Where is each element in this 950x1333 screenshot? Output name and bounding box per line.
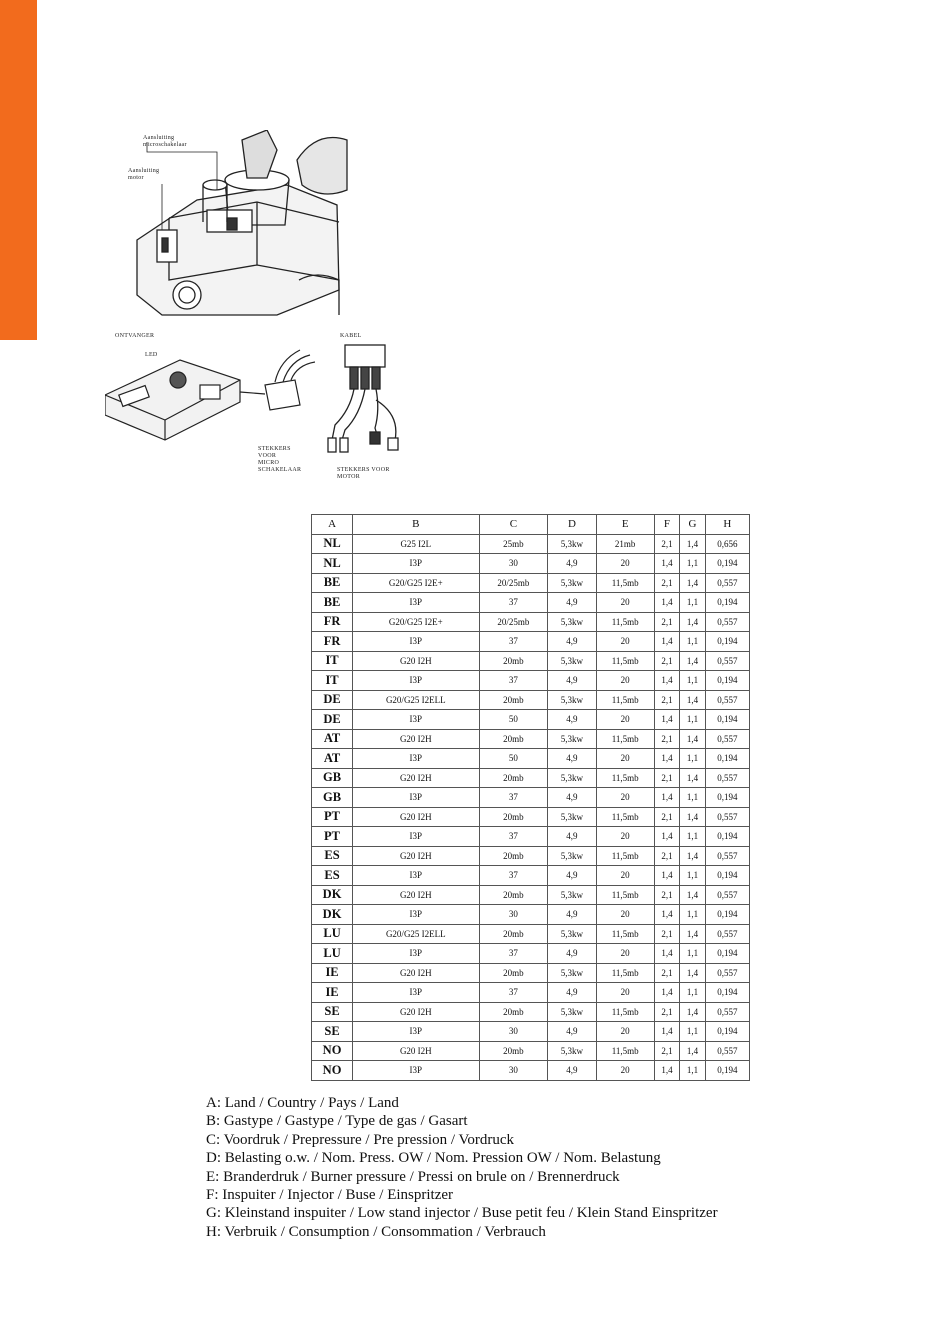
table-cell: 1,4 bbox=[654, 905, 679, 925]
table-cell: 0,194 bbox=[705, 710, 749, 730]
table-cell: 11,5mb bbox=[596, 846, 654, 866]
table-cell: 20mb bbox=[479, 963, 548, 983]
table-cell: 30 bbox=[479, 905, 548, 925]
table-cell: 2,1 bbox=[654, 612, 679, 632]
table-cell: 2,1 bbox=[654, 846, 679, 866]
table-row bbox=[312, 651, 750, 671]
table-cell: 1,4 bbox=[680, 885, 705, 905]
table-cell: 2,1 bbox=[654, 1002, 679, 1022]
table-row bbox=[312, 866, 750, 886]
country-code-cell: DK bbox=[312, 905, 353, 925]
table-cell: 5,3kw bbox=[548, 924, 596, 944]
legend-item-f: F: Inspuiter / Injector / Buse / Einspritzer bbox=[206, 1187, 454, 1204]
country-code-cell: BE bbox=[312, 593, 353, 613]
table-cell: 1,4 bbox=[654, 632, 679, 652]
table-cell: G20 I2H bbox=[353, 1041, 479, 1061]
table-cell: 4,9 bbox=[548, 593, 596, 613]
table-cell: I3P bbox=[353, 749, 479, 769]
table-cell: 1,4 bbox=[680, 1002, 705, 1022]
table-cell: 4,9 bbox=[548, 905, 596, 925]
table-cell: 4,9 bbox=[548, 944, 596, 964]
table-cell: 20 bbox=[596, 749, 654, 769]
table-cell: 5,3kw bbox=[548, 729, 596, 749]
country-code-cell: BE bbox=[312, 573, 353, 593]
table-cell: 20 bbox=[596, 983, 654, 1003]
table-cell: 0,557 bbox=[705, 729, 749, 749]
country-code-cell: NL bbox=[312, 534, 353, 554]
table-cell: 4,9 bbox=[548, 866, 596, 886]
legend-item-g: G: Kleinstand inspuiter / Low stand injector / Buse petit feu / Klein Stand Einspritzer bbox=[206, 1205, 718, 1222]
table-cell: 5,3kw bbox=[548, 807, 596, 827]
table-row bbox=[312, 924, 750, 944]
country-code-cell: AT bbox=[312, 749, 353, 769]
table-cell: 20mb bbox=[479, 924, 548, 944]
table-header-row bbox=[312, 515, 750, 535]
table-cell: 5,3kw bbox=[548, 768, 596, 788]
table-cell: 2,1 bbox=[654, 768, 679, 788]
table-cell: 37 bbox=[479, 944, 548, 964]
table-cell: I3P bbox=[353, 671, 479, 691]
table-cell: 2,1 bbox=[654, 534, 679, 554]
legend-item-b: B: Gastype / Gastype / Type de gas / Gasart bbox=[206, 1113, 468, 1130]
table-cell: G20 I2H bbox=[353, 885, 479, 905]
table-cell: 20mb bbox=[479, 807, 548, 827]
table-cell: 1,4 bbox=[654, 788, 679, 808]
legend-item-d: D: Belasting o.w. / Nom. Press. OW / Nom. Pression OW / Nom. Belastung bbox=[206, 1150, 661, 1167]
label-cable: KABEL bbox=[340, 333, 362, 339]
table-cell: 2,1 bbox=[654, 729, 679, 749]
table-cell: G20 I2H bbox=[353, 963, 479, 983]
country-code-cell: ES bbox=[312, 846, 353, 866]
table-cell: 20 bbox=[596, 905, 654, 925]
table-cell: 11,5mb bbox=[596, 885, 654, 905]
table-cell: 1,4 bbox=[654, 1061, 679, 1081]
column-header: C bbox=[479, 515, 548, 535]
table-cell: 11,5mb bbox=[596, 612, 654, 632]
table-cell: 4,9 bbox=[548, 1061, 596, 1081]
table-cell: 20/25mb bbox=[479, 612, 548, 632]
table-cell: 1,4 bbox=[654, 593, 679, 613]
table-cell: G25 I2L bbox=[353, 534, 479, 554]
table-row bbox=[312, 788, 750, 808]
column-header: H bbox=[705, 515, 749, 535]
table-cell: I3P bbox=[353, 1061, 479, 1081]
table-cell: 2,1 bbox=[654, 807, 679, 827]
table-cell: 4,9 bbox=[548, 749, 596, 769]
column-header: G bbox=[680, 515, 705, 535]
country-code-cell: SE bbox=[312, 1022, 353, 1042]
table-row bbox=[312, 1022, 750, 1042]
legend-item-a: A: Land / Country / Pays / Land bbox=[206, 1095, 399, 1111]
table-cell: G20/G25 I2ELL bbox=[353, 690, 479, 710]
table-cell: G20 I2H bbox=[353, 729, 479, 749]
table-row bbox=[312, 749, 750, 769]
table-row bbox=[312, 593, 750, 613]
table-cell: I3P bbox=[353, 827, 479, 847]
table-cell: 0,557 bbox=[705, 924, 749, 944]
table-cell: 20 bbox=[596, 944, 654, 964]
table-row bbox=[312, 885, 750, 905]
table-cell: 0,194 bbox=[705, 593, 749, 613]
table-row bbox=[312, 807, 750, 827]
table-cell: 1,4 bbox=[680, 612, 705, 632]
table-cell: 11,5mb bbox=[596, 690, 654, 710]
table-cell: I3P bbox=[353, 554, 479, 574]
table-cell: 11,5mb bbox=[596, 573, 654, 593]
table-row bbox=[312, 905, 750, 925]
label-plugs-micro-switch: STEKKERS VOOR MICRO SCHAKELAAR bbox=[258, 446, 302, 473]
table-cell: 1,4 bbox=[654, 944, 679, 964]
table-cell: 20 bbox=[596, 554, 654, 574]
cable-illustration bbox=[320, 330, 410, 485]
table-row bbox=[312, 690, 750, 710]
table-cell: 30 bbox=[479, 1061, 548, 1081]
table-cell: I3P bbox=[353, 632, 479, 652]
table-cell: 11,5mb bbox=[596, 1002, 654, 1022]
table-cell: G20/G25 I2E+ bbox=[353, 612, 479, 632]
label-led: LED bbox=[145, 352, 158, 358]
table-cell: 0,194 bbox=[705, 554, 749, 574]
table-cell: 2,1 bbox=[654, 924, 679, 944]
table-cell: 37 bbox=[479, 983, 548, 1003]
table-cell: 1,4 bbox=[654, 710, 679, 730]
table-cell: 0,194 bbox=[705, 1022, 749, 1042]
table-cell: 1,4 bbox=[654, 671, 679, 691]
country-code-cell: IT bbox=[312, 651, 353, 671]
table-cell: 1,4 bbox=[680, 729, 705, 749]
table-cell: 2,1 bbox=[654, 651, 679, 671]
table-cell: 1,4 bbox=[680, 768, 705, 788]
table-row bbox=[312, 846, 750, 866]
country-code-cell: IE bbox=[312, 963, 353, 983]
country-code-cell: DE bbox=[312, 710, 353, 730]
table-cell: 20 bbox=[596, 632, 654, 652]
legend-item-c: C: Voordruk / Prepressure / Pre pression / Vordruck bbox=[206, 1131, 515, 1148]
table-row bbox=[312, 632, 750, 652]
label-plugs-motor: STEKKERS VOOR MOTOR bbox=[337, 467, 390, 480]
table-cell: 1,4 bbox=[654, 866, 679, 886]
table-cell: G20/G25 I2E+ bbox=[353, 573, 479, 593]
table-cell: 20mb bbox=[479, 729, 548, 749]
table-cell: 1,4 bbox=[680, 963, 705, 983]
table-cell: I3P bbox=[353, 983, 479, 1003]
table-row bbox=[312, 671, 750, 691]
table-cell: 4,9 bbox=[548, 710, 596, 730]
table-cell: 37 bbox=[479, 593, 548, 613]
table-row bbox=[312, 612, 750, 632]
table-cell: 5,3kw bbox=[548, 651, 596, 671]
table-cell: 1,1 bbox=[680, 710, 705, 730]
table-cell: 20 bbox=[596, 1022, 654, 1042]
table-cell: 2,1 bbox=[654, 690, 679, 710]
country-code-cell: LU bbox=[312, 944, 353, 964]
table-cell: 1,4 bbox=[680, 924, 705, 944]
table-cell: 1,4 bbox=[680, 573, 705, 593]
country-code-cell: SE bbox=[312, 1002, 353, 1022]
legend-item-h: H: Verbruik / Consumption / Consommation / Verbrauch bbox=[206, 1223, 546, 1240]
table-cell: 1,4 bbox=[654, 827, 679, 847]
table-cell: I3P bbox=[353, 710, 479, 730]
table-cell: I3P bbox=[353, 593, 479, 613]
table-cell: 11,5mb bbox=[596, 651, 654, 671]
table-cell: 37 bbox=[479, 671, 548, 691]
table-cell: G20 I2H bbox=[353, 1002, 479, 1022]
table-cell: 20mb bbox=[479, 651, 548, 671]
country-code-cell: PT bbox=[312, 807, 353, 827]
gas-valve-illustration bbox=[117, 130, 349, 320]
table-cell: 50 bbox=[479, 749, 548, 769]
table-cell: 4,9 bbox=[548, 671, 596, 691]
column-header: E bbox=[596, 515, 654, 535]
table-cell: 0,557 bbox=[705, 573, 749, 593]
table-cell: G20 I2H bbox=[353, 807, 479, 827]
table-row bbox=[312, 710, 750, 730]
country-code-cell: PT bbox=[312, 827, 353, 847]
table-cell: 0,557 bbox=[705, 1002, 749, 1022]
table-row bbox=[312, 1002, 750, 1022]
table-cell: 2,1 bbox=[654, 573, 679, 593]
table-cell: 20mb bbox=[479, 690, 548, 710]
label-switch-connection: Aansluiting microschakelaar bbox=[143, 135, 187, 148]
legend-item-e: E: Branderdruk / Burner pressure / Pressi on brule on / Brennerdruck bbox=[206, 1168, 620, 1185]
column-header: A bbox=[312, 515, 353, 535]
table-row bbox=[312, 827, 750, 847]
table-cell: 37 bbox=[479, 866, 548, 886]
country-code-cell: ES bbox=[312, 866, 353, 886]
label-receiver: ONTVANGER bbox=[115, 333, 155, 339]
table-cell: 20mb bbox=[479, 1002, 548, 1022]
table-cell: G20 I2H bbox=[353, 651, 479, 671]
country-code-cell: IT bbox=[312, 671, 353, 691]
table-cell: 5,3kw bbox=[548, 573, 596, 593]
table-cell: 4,9 bbox=[548, 1022, 596, 1042]
table-cell: 0,557 bbox=[705, 651, 749, 671]
table-cell: 1,1 bbox=[680, 866, 705, 886]
table-cell: 30 bbox=[479, 1022, 548, 1042]
table-cell: 20 bbox=[596, 788, 654, 808]
table-cell: 0,194 bbox=[705, 788, 749, 808]
table-cell: 0,557 bbox=[705, 690, 749, 710]
table-cell: 1,1 bbox=[680, 632, 705, 652]
table-cell: 5,3kw bbox=[548, 885, 596, 905]
table-cell: 0,656 bbox=[705, 534, 749, 554]
table-cell: 0,557 bbox=[705, 885, 749, 905]
table-cell: 1,1 bbox=[680, 1022, 705, 1042]
table-cell: I3P bbox=[353, 944, 479, 964]
table-cell: 0,194 bbox=[705, 944, 749, 964]
table-row bbox=[312, 944, 750, 964]
table-cell: 0,557 bbox=[705, 807, 749, 827]
table-cell: 4,9 bbox=[548, 788, 596, 808]
table-cell: 0,557 bbox=[705, 1041, 749, 1061]
table-cell: I3P bbox=[353, 866, 479, 886]
country-code-cell: GB bbox=[312, 788, 353, 808]
table-row bbox=[312, 729, 750, 749]
table-cell: 0,194 bbox=[705, 749, 749, 769]
table-cell: 4,9 bbox=[548, 983, 596, 1003]
table-cell: 20/25mb bbox=[479, 573, 548, 593]
table-cell: G20/G25 I2ELL bbox=[353, 924, 479, 944]
label-motor-connection: Aansluiting motor bbox=[128, 168, 160, 181]
table-cell: 20 bbox=[596, 1061, 654, 1081]
table-cell: 0,194 bbox=[705, 983, 749, 1003]
table-row bbox=[312, 983, 750, 1003]
table-cell: 0,194 bbox=[705, 905, 749, 925]
column-header: F bbox=[654, 515, 679, 535]
table-row bbox=[312, 768, 750, 788]
table-cell: 0,194 bbox=[705, 671, 749, 691]
table-cell: 20 bbox=[596, 671, 654, 691]
table-cell: 30 bbox=[479, 554, 548, 574]
table-cell: 5,3kw bbox=[548, 963, 596, 983]
table-cell: 1,4 bbox=[654, 983, 679, 1003]
table-cell: 2,1 bbox=[654, 963, 679, 983]
table-cell: 11,5mb bbox=[596, 768, 654, 788]
table-cell: 20 bbox=[596, 866, 654, 886]
country-code-cell: DK bbox=[312, 885, 353, 905]
table-cell: 1,4 bbox=[680, 651, 705, 671]
table-cell: 11,5mb bbox=[596, 729, 654, 749]
table-cell: 1,4 bbox=[680, 807, 705, 827]
table-cell: 20mb bbox=[479, 846, 548, 866]
table-cell: 50 bbox=[479, 710, 548, 730]
table-cell: G20 I2H bbox=[353, 768, 479, 788]
table-cell: 11,5mb bbox=[596, 1041, 654, 1061]
orange-margin-bar bbox=[0, 0, 37, 340]
table-cell: 1,1 bbox=[680, 788, 705, 808]
table-cell: I3P bbox=[353, 788, 479, 808]
table-cell: 4,9 bbox=[548, 554, 596, 574]
table-cell: 5,3kw bbox=[548, 1002, 596, 1022]
country-code-cell: NL bbox=[312, 554, 353, 574]
table-cell: 1,4 bbox=[654, 1022, 679, 1042]
table-cell: 0,557 bbox=[705, 963, 749, 983]
table-cell: 4,9 bbox=[548, 632, 596, 652]
table-cell: 0,194 bbox=[705, 632, 749, 652]
country-code-cell: FR bbox=[312, 612, 353, 632]
table-cell: I3P bbox=[353, 905, 479, 925]
table-cell: 1,4 bbox=[680, 690, 705, 710]
table-cell: 1,4 bbox=[680, 846, 705, 866]
table-cell: 0,194 bbox=[705, 827, 749, 847]
table-row bbox=[312, 1061, 750, 1081]
table-cell: 0,194 bbox=[705, 1061, 749, 1081]
table-cell: 25mb bbox=[479, 534, 548, 554]
table-row bbox=[312, 534, 750, 554]
table-cell: 5,3kw bbox=[548, 612, 596, 632]
table-cell: 4,9 bbox=[548, 827, 596, 847]
table-cell: 1,4 bbox=[654, 749, 679, 769]
table-cell: 0,194 bbox=[705, 866, 749, 886]
table-cell: 1,1 bbox=[680, 827, 705, 847]
table-row bbox=[312, 1041, 750, 1061]
table-row bbox=[312, 554, 750, 574]
table-cell: 20 bbox=[596, 593, 654, 613]
country-code-cell: IE bbox=[312, 983, 353, 1003]
table-cell: 20mb bbox=[479, 1041, 548, 1061]
table-cell: I3P bbox=[353, 1022, 479, 1042]
table-cell: 20mb bbox=[479, 768, 548, 788]
table-cell: 5,3kw bbox=[548, 846, 596, 866]
gas-specification-table bbox=[311, 514, 750, 1081]
table-cell: 1,1 bbox=[680, 983, 705, 1003]
table-cell: 37 bbox=[479, 788, 548, 808]
country-code-cell: NO bbox=[312, 1061, 353, 1081]
table-cell: 0,557 bbox=[705, 612, 749, 632]
table-cell: 37 bbox=[479, 827, 548, 847]
table-cell: 1,1 bbox=[680, 671, 705, 691]
column-header: D bbox=[548, 515, 596, 535]
country-code-cell: DE bbox=[312, 690, 353, 710]
country-code-cell: NO bbox=[312, 1041, 353, 1061]
table-cell: 0,557 bbox=[705, 768, 749, 788]
country-code-cell: GB bbox=[312, 768, 353, 788]
table-cell: 1,4 bbox=[680, 1041, 705, 1061]
table-cell: 20 bbox=[596, 710, 654, 730]
country-code-cell: AT bbox=[312, 729, 353, 749]
table-cell: 1,1 bbox=[680, 1061, 705, 1081]
table-cell: 5,3kw bbox=[548, 1041, 596, 1061]
table-cell: 11,5mb bbox=[596, 924, 654, 944]
table-row bbox=[312, 573, 750, 593]
table-cell: 1,1 bbox=[680, 944, 705, 964]
table-cell: 11,5mb bbox=[596, 807, 654, 827]
table-cell: 2,1 bbox=[654, 1041, 679, 1061]
table-cell: 2,1 bbox=[654, 885, 679, 905]
table-cell: 1,4 bbox=[654, 554, 679, 574]
table-cell: 5,3kw bbox=[548, 690, 596, 710]
table-cell: G20 I2H bbox=[353, 846, 479, 866]
column-header: B bbox=[353, 515, 479, 535]
table-cell: 5,3kw bbox=[548, 534, 596, 554]
country-code-cell: LU bbox=[312, 924, 353, 944]
country-code-cell: FR bbox=[312, 632, 353, 652]
table-row bbox=[312, 963, 750, 983]
table-cell: 20mb bbox=[479, 885, 548, 905]
table-cell: 21mb bbox=[596, 534, 654, 554]
column-legend bbox=[206, 1094, 718, 1241]
table-cell: 1,1 bbox=[680, 593, 705, 613]
table-cell: 1,1 bbox=[680, 905, 705, 925]
table-cell: 1,1 bbox=[680, 749, 705, 769]
table-cell: 11,5mb bbox=[596, 963, 654, 983]
table-cell: 1,1 bbox=[680, 554, 705, 574]
table-cell: 20 bbox=[596, 827, 654, 847]
table-cell: 1,4 bbox=[680, 534, 705, 554]
table-cell: 0,557 bbox=[705, 846, 749, 866]
table-cell: 37 bbox=[479, 632, 548, 652]
